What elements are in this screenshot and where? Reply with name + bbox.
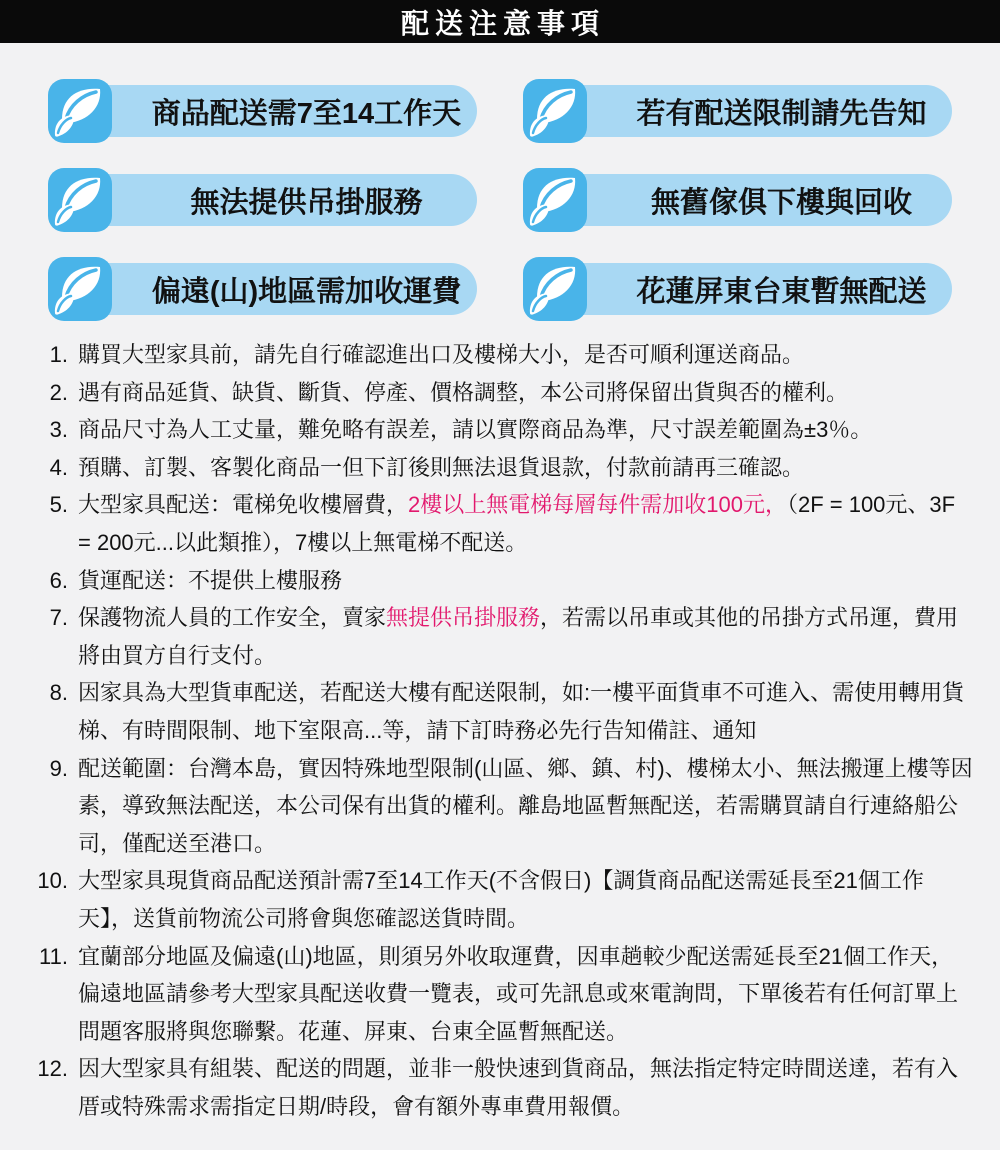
note-number: 5. xyxy=(49,492,68,518)
badge-pill xyxy=(545,85,952,137)
badge-pill xyxy=(70,263,477,315)
badge-pill xyxy=(545,174,952,226)
note-item xyxy=(20,486,974,561)
note-item xyxy=(20,562,974,600)
badge-label: 無法提供吊掛服務 xyxy=(190,186,423,219)
note-text xyxy=(78,674,974,749)
note-segment: 商品尺寸為人工丈量，難免略有誤差，請以實際商品為準，尺寸誤差範圍為±3％。 xyxy=(78,417,873,443)
note-segment: 貨運配送：不提供上樓服務 xyxy=(78,567,343,593)
note-segment: 遇有商品延貨、缺貨、斷貨、停產、價格調整，本公司將保留出貨與否的權利。 xyxy=(78,379,849,405)
note-segment: 大型家具配送：電梯免收樓層費， xyxy=(78,492,409,518)
note-item xyxy=(20,1050,974,1125)
note-number: 9. xyxy=(49,755,68,781)
leaf-icon xyxy=(48,257,112,321)
note-number: 2. xyxy=(49,379,68,405)
note-item xyxy=(20,411,974,449)
note-number: 10. xyxy=(37,868,68,894)
badge xyxy=(523,79,952,143)
note-text xyxy=(78,1050,974,1125)
note-text xyxy=(78,862,974,937)
note-segment: 因家具為大型貨車配送，若配送大樓有配送限制，如:一樓平面貨車不可進入、需使用轉用貨梯、有時間限制、地下室限高...等，請下訂時務必先行告知備註、通知 xyxy=(78,680,965,743)
badge-pill xyxy=(70,85,477,137)
note-text xyxy=(78,750,974,863)
note-segment: （2F = 100元、3F = 200元...以此類推），7樓以上無電梯不配送。 xyxy=(78,492,956,555)
badge-label: 花蓮屏東台東暫無配送 xyxy=(636,275,927,308)
badge-label: 無舊傢俱下樓與回收 xyxy=(650,186,912,219)
note-text xyxy=(78,336,974,374)
badge xyxy=(48,79,477,143)
note-segment: 大型家具現貨商品配送預計需7至14工作天(不含假日)【調貨商品配送需延長至21個工作天】，送貨前物流公司將會與您確認送貨時間。 xyxy=(78,868,924,931)
leaf-icon xyxy=(523,257,587,321)
badge-label: 商品配送需7至14工作天 xyxy=(151,97,462,130)
badge-pill xyxy=(70,174,477,226)
note-number: 8. xyxy=(49,680,68,706)
badge-pill xyxy=(545,263,952,315)
badge xyxy=(48,168,477,232)
note-segment: 保護物流人員的工作安全，賣家 xyxy=(78,605,387,631)
leaf-icon xyxy=(48,79,112,143)
badges-grid xyxy=(0,43,1000,321)
note-text xyxy=(78,562,974,600)
note-segment: 因大型家具有組裝、配送的問題，並非一般快速到貨商品，無法指定特定時間送達，若有入厝或特殊需求需指定日期/時段，會有額外專車費用報價。 xyxy=(78,1056,959,1119)
leaf-icon xyxy=(523,168,587,232)
note-item xyxy=(20,449,974,487)
page-title: 配送注意事項 xyxy=(400,7,605,39)
note-number: 12. xyxy=(37,1056,68,1082)
note-segment: 購買大型家具前，請先自行確認進出口及樓梯大小，是否可順利運送商品。 xyxy=(78,342,805,367)
badge xyxy=(48,257,477,321)
note-number: 11. xyxy=(39,943,68,969)
note-item xyxy=(20,862,974,937)
leaf-icon xyxy=(523,79,587,143)
note-text xyxy=(78,374,974,412)
note-number: 4. xyxy=(49,454,68,480)
note-text xyxy=(78,599,974,674)
badge xyxy=(523,168,952,232)
note-highlight-text: 無提供吊掛服務 xyxy=(386,605,541,631)
leaf-icon xyxy=(48,168,112,232)
note-text xyxy=(78,938,974,1051)
note-number: 6. xyxy=(49,567,68,593)
note-text xyxy=(78,486,974,561)
badge-label: 若有配送限制請先告知 xyxy=(636,97,927,130)
note-text xyxy=(78,449,974,487)
note-item xyxy=(20,336,974,374)
badge-label: 偏遠(山)地區需加收運費 xyxy=(151,275,462,308)
note-number: 3. xyxy=(49,417,68,443)
note-item xyxy=(20,674,974,749)
note-item xyxy=(20,599,974,674)
note-item xyxy=(20,374,974,412)
note-segment: 配送範圍：台灣本島，實因特殊地型限制(山區、鄉、鎮、村)、樓梯太小、無法搬運上樓等因素，導致無法配送，本公司保有出貨的權利。離島地區暫無配送，若需購買請自行連絡船公司，僅配送至港口。 xyxy=(78,755,973,856)
badge xyxy=(523,257,952,321)
note-text xyxy=(78,411,974,449)
header-bar xyxy=(0,0,1000,43)
note-segment: 宜蘭部分地區及偏遠(山)地區，則須另外收取運費，因車趟較少配送需延長至21個工作天，偏遠地區請參考大型家具配送收費一覽表，或可先訊息或來電詢問，下單後若有任何訂單上問題客服將與您聯繫。花蓮、屏東、台東全區暫無配送。 xyxy=(78,943,959,1044)
notes-list xyxy=(0,321,1000,1125)
note-number: 7. xyxy=(49,605,68,631)
note-item xyxy=(20,938,974,1051)
note-highlight-text: 2樓以上無電梯每層每件需加收100元， xyxy=(408,492,787,518)
note-number: 1. xyxy=(49,342,68,367)
note-item xyxy=(20,750,974,863)
note-segment: 預購、訂製、客製化商品一但下訂後則無法退貨退款，付款前請再三確認。 xyxy=(78,454,805,480)
note-segment: ，若需以吊車或其他的吊掛方式吊運，費用將由買方自行支付。 xyxy=(78,605,959,668)
